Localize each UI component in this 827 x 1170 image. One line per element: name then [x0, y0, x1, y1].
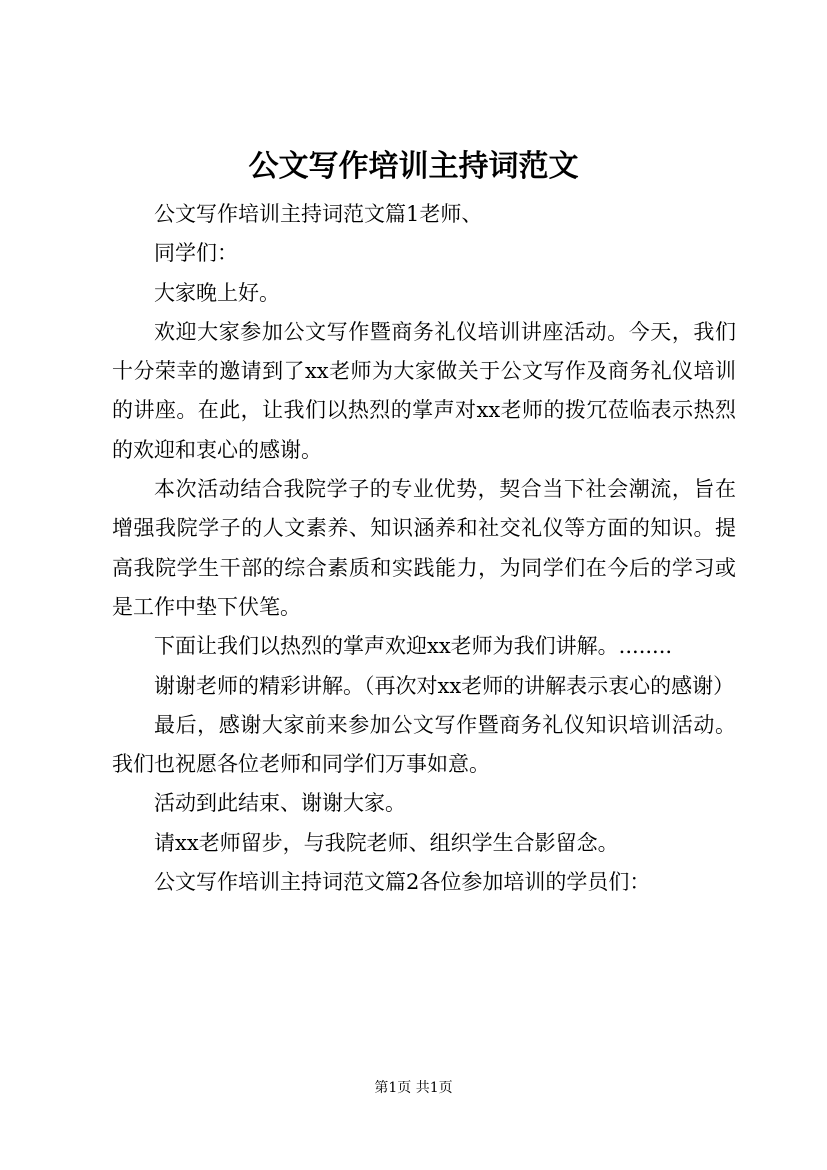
paragraph: 同学们：	[154, 241, 238, 266]
document-title: 公文写作培训主持词范文	[248, 149, 579, 184]
paragraph: 本次活动结合我院学子的专业优势，契合当下社会潮流，旨在增强我院学子的人文素养、知识涵养和社交礼仪等方面的知识。提高我院学生干部的综合素质和实践能力，为同学们在今后的学习或是工作中垫下伏笔。	[112, 477, 736, 619]
paragraph: 大家晚上好。	[154, 280, 280, 305]
paragraph: 公文写作培训主持词范文篇2各位参加培训的学员们：	[154, 870, 651, 895]
document-body	[112, 195, 736, 902]
paragraph: 最后，感谢大家前来参加公文写作暨商务礼仪知识培训活动。我们也祝愿各位老师和同学们万事如意。	[112, 712, 736, 777]
paragraph: 公文写作培训主持词范文篇1老师、	[154, 202, 483, 226]
paragraph: 活动到此结束、谢谢大家。	[154, 791, 406, 816]
paragraph: 谢谢老师的精彩讲解。（再次对xx老师的讲解表示衷心的感谢）	[154, 673, 735, 698]
paragraph: 请xx老师留步，与我院老师、组织学生合影留念。	[154, 830, 619, 855]
paragraph: 下面让我们以热烈的掌声欢迎xx老师为我们讲解。........	[154, 634, 673, 659]
page-footer: 第1页 共1页	[374, 1080, 453, 1096]
paragraph: 欢迎大家参加公文写作暨商务礼仪培训讲座活动。今天，我们十分荣幸的邀请到了xx老师为大家做关于公文写作及商务礼仪培训的讲座。在此，让我们以热烈的掌声对xx老师的拨冗莅临表示热烈的欢迎和衷心的感谢。	[112, 319, 736, 462]
